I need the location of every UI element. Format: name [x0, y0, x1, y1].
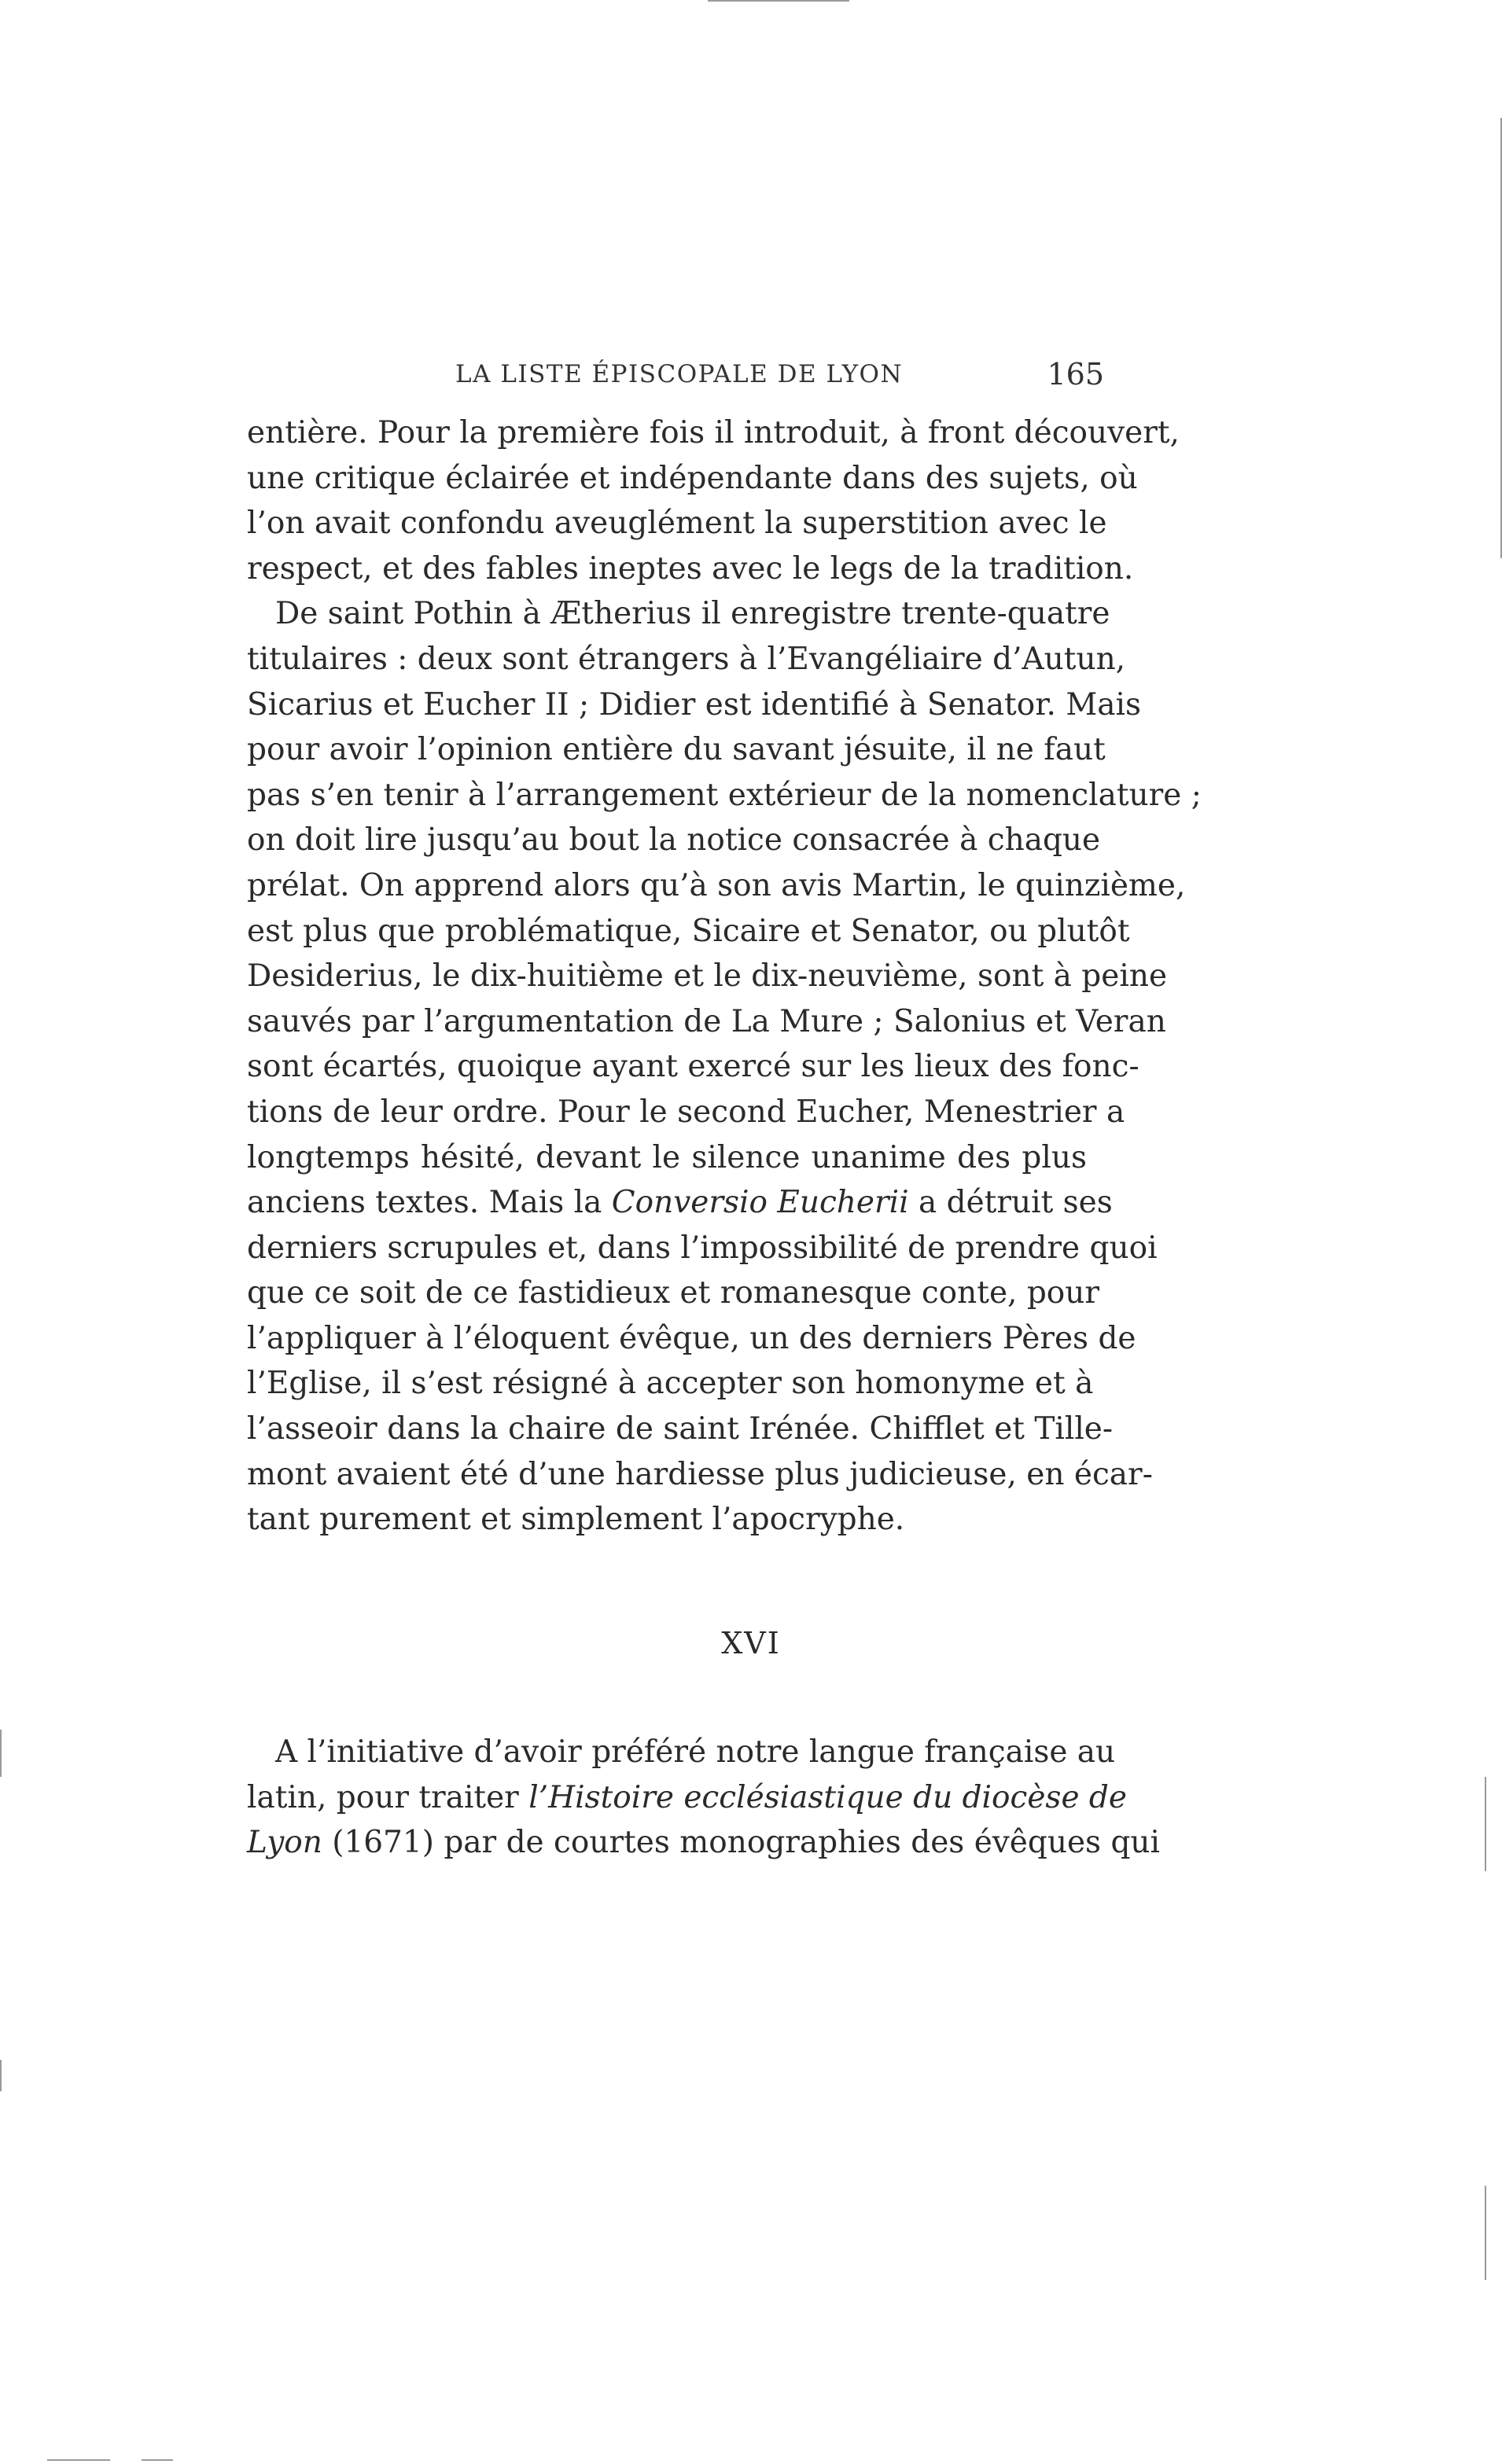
body-text	[247, 410, 1202, 1543]
text-line: tions de leur ordre. Pour le second Eucher, Menestrier a	[247, 1094, 1125, 1130]
text-run: latin, pour traiter	[247, 1779, 529, 1815]
text-line: derniers scrupules et, dans l’impossibilité de prendre quoi	[247, 1230, 1158, 1266]
scan-edge-mark	[142, 2459, 173, 2461]
section-heading: XVI	[721, 1626, 781, 1660]
text-line	[247, 1775, 1127, 1821]
scan-edge-mark	[1485, 1777, 1486, 1871]
text-line: sont écartés, quoique ayant exercé sur les lieux des fonc-	[247, 1049, 1139, 1085]
text-run: a détruit ses	[908, 1185, 1113, 1221]
scan-edge-mark	[47, 2459, 110, 2461]
text-line: l’on avait confondu aveuglément la superstition avec le	[247, 506, 1107, 542]
text-line: entière. Pour la première fois il introduit, à front découvert,	[247, 415, 1180, 451]
text-line: on doit lire jusqu’au bout la notice consacrée à chaque	[247, 822, 1101, 859]
text-line: est plus que problématique, Sicaire et Senator, ou plutôt	[247, 913, 1130, 949]
italic-title: Lyon	[247, 1825, 322, 1861]
running-head	[247, 357, 1104, 399]
text-line: l’asseoir dans la chaire de saint Irénée. Chifflet et Tille-	[247, 1411, 1114, 1447]
scan-edge-mark	[0, 1730, 2, 1777]
paragraph	[247, 591, 1202, 1542]
text-line: Sicarius et Eucher II ; Didier est identifié à Senator. Mais	[247, 686, 1142, 723]
text-line: pas s’en tenir à l’arrangement extérieur de la nomenclature ;	[247, 777, 1202, 813]
text-line: que ce soit de ce fastidieux et romanesque conte, pour	[247, 1275, 1100, 1311]
scan-edge-mark	[0, 2060, 2, 2091]
text-line: mont avaient été d’une hardiesse plus judicieuse, en écar-	[247, 1456, 1153, 1492]
text-line: l’appliquer à l’éloquent évêque, un des derniers Pères de	[247, 1320, 1136, 1356]
italic-title: l’Histoire ecclésiastique du diocèse de	[528, 1779, 1127, 1815]
scan-edge-mark	[708, 0, 849, 2]
italic-title: Conversio Eucherii	[611, 1185, 909, 1221]
paragraph	[247, 410, 1180, 591]
text-line: longtemps hésité, devant le silence unanime des plus	[247, 1139, 1087, 1175]
text-line: De saint Pothin à Ætherius il enregistre trente-quatre	[275, 596, 1110, 632]
text-line: l’Eglise, il s’est résigné à accepter son homonyme et à	[247, 1366, 1094, 1402]
text-run: (1671) par de courtes monographies des évêques qui	[322, 1825, 1161, 1861]
scan-edge-mark	[1485, 2186, 1486, 2280]
text-run: anciens textes. Mais la	[247, 1185, 612, 1221]
page-number: 165	[1047, 357, 1104, 392]
text-line: titulaires : deux sont étrangers à l’Evangéliaire d’Autun,	[247, 641, 1126, 677]
text-line: pour avoir l’opinion entière du savant jésuite, il ne faut	[247, 732, 1106, 768]
body-text	[247, 1730, 1161, 1866]
text-line: une critique éclairée et indépendante dans des sujets, où	[247, 460, 1138, 496]
text-line: sauvés par l’argumentation de La Mure ; Salonius et Veran	[247, 1003, 1166, 1039]
text-line: prélat. On apprend alors qu’à son avis Martin, le quinzième,	[247, 867, 1186, 903]
text-line: Desiderius, le dix-huitième et le dix-neuvième, sont à peine	[247, 958, 1168, 995]
text-line	[247, 1820, 1161, 1866]
text-line: A l’initiative d’avoir préféré notre langue française au	[275, 1734, 1116, 1770]
paragraph	[247, 1730, 1161, 1866]
text-line	[247, 1180, 1113, 1226]
text-line: respect, et des fables ineptes avec le legs de la tradition.	[247, 550, 1134, 587]
running-title: LA LISTE ÉPISCOPALE DE LYON	[455, 360, 904, 388]
text-line: tant purement et simplement l’apocryphe.	[247, 1502, 905, 1538]
